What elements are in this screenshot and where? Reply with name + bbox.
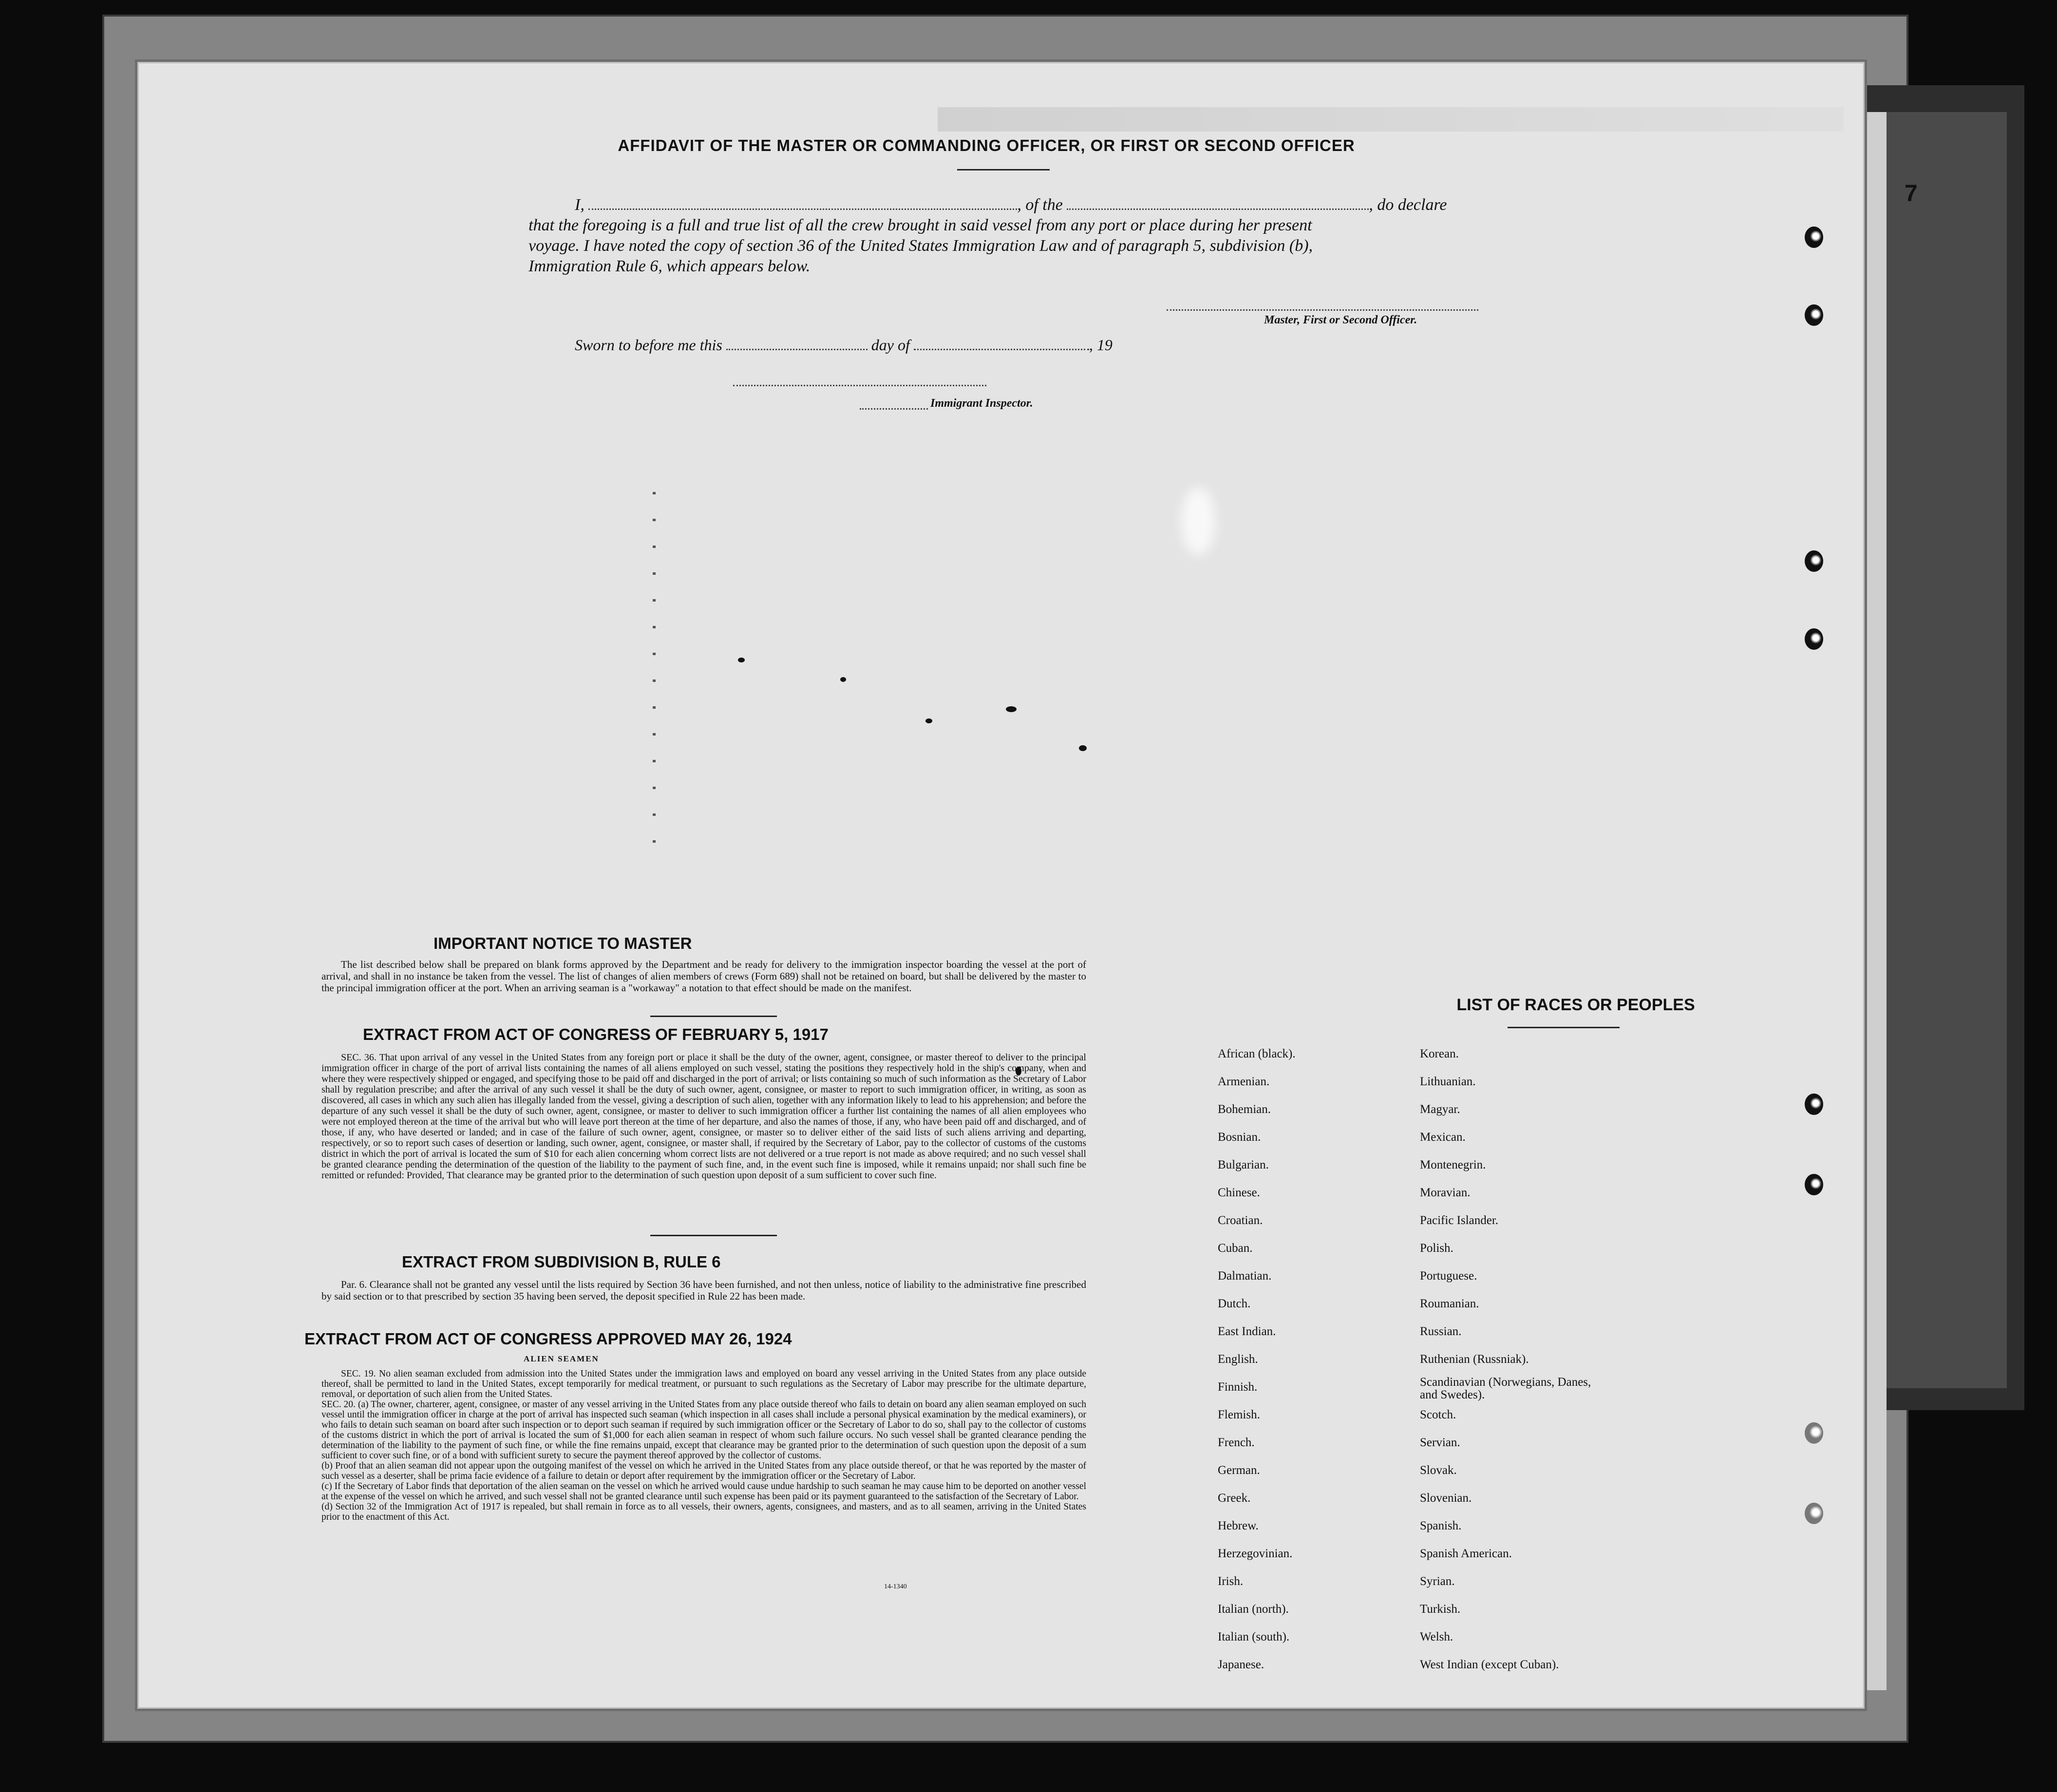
race-item: Scandinavian (Norwegians, Danes, and Swedes). [1420, 1376, 1591, 1401]
sworn-prefix: Sworn to before me this [575, 336, 722, 354]
sworn-year: , 19 [1089, 336, 1113, 354]
race-item: Moravian. [1420, 1186, 1471, 1199]
binding-hole [1805, 1422, 1823, 1444]
extract1-title: EXTRACT FROM ACT OF CONGRESS OF FEBRUARY 5, 1917 [363, 1025, 829, 1043]
vessel-blank[interactable] [1067, 196, 1369, 210]
races-left-column [1218, 1040, 1296, 1679]
race-item: Turkish. [1420, 1603, 1461, 1616]
race-item: Finnish. [1218, 1380, 1258, 1394]
race-item: Armenian. [1218, 1075, 1270, 1088]
race-item: Scotch. [1420, 1408, 1456, 1421]
race-item: Portuguese. [1420, 1269, 1477, 1283]
notice-title: IMPORTANT NOTICE TO MASTER [434, 934, 692, 952]
binding-hole [1805, 304, 1823, 326]
race-item: Bulgarian. [1218, 1158, 1269, 1171]
race-item: Chinese. [1218, 1186, 1260, 1199]
race-item: Lithuanian. [1420, 1075, 1476, 1088]
race-item: Roumanian. [1420, 1297, 1479, 1310]
race-item: African (black). [1218, 1047, 1296, 1060]
races-right-column [1420, 1040, 1595, 1679]
race-item: Syrian. [1420, 1575, 1455, 1588]
binding-hole [1805, 1174, 1823, 1195]
divider [650, 1016, 777, 1017]
affidavit-line-2: that the foregoing is a full and true list of all the crew brought in said vessel from any port or place during her present [528, 216, 1312, 234]
race-item: French. [1218, 1436, 1255, 1449]
notice-body: The list described below shall be prepared on blank forms approved by the Department and be ready for delivery to the immigration inspector boarding the vessel at the port of arrival, and shall in no instance be taken from the vessel. The list of changes of alien members of crews (Form 689) shall not be retained on board, but shall be delivered by the master to the principal immigration officer at the port. When an arriving seaman is a "workaway" a notation to that effect should be made on the manifest. [321, 959, 1086, 994]
affidavit-of-the: , of the [1017, 196, 1063, 214]
paper-edge [1866, 112, 1887, 1690]
race-item: Pacific Islander. [1420, 1214, 1499, 1227]
speck [925, 718, 932, 723]
binding-hole [1805, 550, 1823, 572]
sworn-line [575, 336, 1113, 354]
signature-label: Master, First or Second Officer. [1264, 314, 1417, 326]
race-item: Slovenian. [1420, 1491, 1472, 1505]
race-item: Dalmatian. [1218, 1269, 1272, 1283]
race-item: Flemish. [1218, 1408, 1260, 1421]
race-item: German. [1218, 1464, 1260, 1477]
inspector-label: Immigrant Inspector. [930, 397, 1033, 410]
race-item: East Indian. [1218, 1325, 1276, 1338]
race-item: Japanese. [1218, 1658, 1264, 1671]
tick-marks [653, 492, 656, 852]
paper-stain [1181, 487, 1215, 555]
race-item: Polish. [1420, 1242, 1453, 1255]
extract2-title: EXTRACT FROM SUBDIVISION B, RULE 6 [402, 1253, 721, 1271]
race-item: Italian (north). [1218, 1603, 1289, 1616]
under-sheet-inner [1885, 112, 2007, 1388]
affidavit-i: I, [575, 196, 585, 214]
affidavit-title: AFFIDAVIT OF THE MASTER OR COMMANDING OFFICER, OR FIRST OR SECOND OFFICER [618, 136, 1355, 154]
extract1-body: SEC. 36. That upon arrival of any vessel in the United States from any foreign port or place it shall be the duty of the owner, agent, consignee, or master thereof to deliver to the principal immigration officer in charge of the port of arrival lists containing the names of all aliens employed on such vessel, stating the positions they respectively hold in the ship's company, when and where they were respectively shipped or engaged, and specifying those to be paid off and discharged in the port of arrival; or lists containing so much of such information as the Secretary of Labor shall by regulation prescribe; and after the arrival of any such vessel it shall be the duty of such owner, agent, consignee, or master to report to such immigration officer, in writing, as soon as discovered, all cases in which any such alien has illegally landed from the vessel, giving a description of such alien, together with any information likely to lead to his apprehension; and before the departure of any such vessel it shall be the duty of such owner, agent, consignee, or master to deliver to such immigration officer a further list containing the names of all alien employees who were not employed thereon at the time of the arrival but who will leave port thereon at the time of her departure, and also the names of those, if any, who have been paid off and discharged, and of those, if any, who have deserted or landed; and in case of the failure of such owner, agent, consignee, or master so to deliver either of the said lists of such aliens arriving and departing, respectively, or so to report such cases of desertion or landing, such owner, agent, consignee, or master shall, if required by the Secretary of Labor, pay to the collector of customs of the customs district in which the port of arrival is located the sum of $10 for each alien concerning whom correct lists are not delivered or a true report is not made as above required; and no such vessel shall be granted clearance pending the determination of the question of the liability to the payment of such fine, and, in the event such fine is imposed, while it remains unpaid; nor shall such fine be remitted or refunded: Provided, That clearance may be granted prior to the determination of such question upon deposit of a sum sufficient to cover such fine. [321, 1052, 1086, 1181]
race-item: Slovak. [1420, 1464, 1457, 1477]
binding-hole [1805, 1094, 1823, 1115]
binding-hole [1805, 1503, 1823, 1524]
race-item: Italian (south). [1218, 1630, 1290, 1643]
race-item: Ruthenian (Russniak). [1420, 1353, 1529, 1366]
speck [1079, 745, 1087, 751]
speck [840, 677, 846, 682]
inspector-signature-line[interactable] [733, 385, 986, 386]
extract3-title: EXTRACT FROM ACT OF CONGRESS APPROVED MAY 26, 1924 [304, 1330, 792, 1348]
sworn-day-blank[interactable] [726, 336, 868, 350]
extract3-body: SEC. 19. No alien seaman excluded from admission into the United States under the immigration laws and employed on board any vessel arriving in the United States from any place outside thereof, shall be permitted to land in the United States, except temporarily for medical treatment, or pursuant to such regulations as the Secretary of Labor may prescribe for the ultimate departure, removal, or deportation of such alien from the United States. SEC. 20. (a) The owner, charterer, agent, consignee, or master of any vessel arriving in the United States from any place outside thereof who fails to detain on board any alien seaman employed on such vessel until the immigration officer in charge at the port of arrival has inspected such seaman (which inspection in all cases shall include a personal physical examination by the medical examiners), or who fails to detain such seaman on board after such inspection or to deport such seaman if required by such immigration officer or the Secretary of Labor to do so, shall pay to the collector of customs of the customs district in which the port of arrival is located the sum of $1,000 for each alien seaman in respect of whom such failure occurs. No such vessel shall be granted clearance pending the determination of the liability to the payment of such fine, or while the fine remains unpaid, except that clearance may be granted prior to the determination of such question upon the deposit of a sum sufficient to cover such fine, or of a bond with sufficient surety to secure the payment thereof approved by the collector of customs. (b) Proof that an alien seaman did not appear upon the outgoing manifest of the vessel on which he arrived in the United States from any place outside thereof, or that he was reported by the master of such vessel as a deserter, shall be prima facie evidence of a failure to detain or deport after requirement by the immigration officer or the Secretary of Labor. (c) If the Secretary of Labor finds that deportation of the alien seaman on the vessel on which he arrived would cause undue hardship to such seaman he may cause him to be deported on another vessel at the expense of the vessel on which he arrived, and such vessel shall not be granted clearance until such expense has been paid or its payment guaranteed to the satisfaction of the Secretary of Labor. (d) Section 32 of the Immigration Act of 1917 is repealed, but shall remain in force as to all vessels, their owners, agents, consignees, and masters, and as to all seamen, arriving in the United States prior to the enactment of this Act. [321, 1369, 1086, 1522]
race-item: Bohemian. [1218, 1103, 1271, 1116]
affidavit-line-4: Immigration Rule 6, which appears below. [528, 257, 811, 275]
race-item: Dutch. [1218, 1297, 1251, 1310]
race-item: Bosnian. [1218, 1131, 1261, 1144]
extract3-subtitle: ALIEN SEAMEN [524, 1354, 599, 1363]
extract2-body: Par. 6. Clearance shall not be granted any vessel until the lists required by Section 36 have been furnished, and not then unless, notice of liability to the administrative fine prescribed by said section or to that prescribed by section 35 having been served, the deposit specified in Rule 22 has been made. [321, 1279, 1086, 1302]
sworn-month-blank[interactable] [914, 336, 1089, 350]
race-item: Hebrew. [1218, 1519, 1259, 1532]
affidavit-line-3: voyage. I have noted the copy of section 36 of the United States Immigration Law and of paragraph 5, subdivision (b), [528, 237, 1313, 255]
affidavit-declare: , do declare [1369, 196, 1447, 214]
divider [957, 169, 1050, 170]
race-item: Magyar. [1420, 1103, 1460, 1116]
affidavit-line-1 [575, 196, 1447, 214]
document-page [139, 63, 1918, 1707]
race-item: Croatian. [1218, 1214, 1263, 1227]
race-item: Spanish. [1420, 1519, 1462, 1532]
divider [1508, 1027, 1620, 1028]
page-number: 7 [1905, 181, 1918, 207]
races-title: LIST OF RACES OR PEOPLES [1456, 996, 1695, 1014]
race-item: Greek. [1218, 1491, 1251, 1505]
bleed-through-text [938, 107, 1844, 132]
race-item: Mexican. [1420, 1131, 1466, 1144]
speck [738, 658, 745, 662]
race-item: Welsh. [1420, 1630, 1453, 1643]
form-number: 14-1340 [884, 1583, 907, 1590]
race-item: Montenegrin. [1420, 1158, 1486, 1171]
race-item: Russian. [1420, 1325, 1462, 1338]
race-item: West Indian (except Cuban). [1420, 1658, 1559, 1671]
binding-hole [1805, 226, 1823, 248]
race-item: English. [1218, 1353, 1258, 1366]
race-item: Spanish American. [1420, 1547, 1512, 1560]
signature-line[interactable] [1167, 309, 1478, 311]
name-blank[interactable] [588, 196, 1017, 210]
race-item: Herzegovinian. [1218, 1547, 1293, 1560]
race-item: Irish. [1218, 1575, 1244, 1588]
race-item: Servian. [1420, 1436, 1460, 1449]
race-item: Korean. [1420, 1047, 1459, 1060]
sworn-day-of: day of [871, 336, 910, 354]
divider [650, 1235, 777, 1236]
binding-hole [1805, 628, 1823, 650]
race-item: Cuban. [1218, 1242, 1253, 1255]
inspector-dots [860, 408, 928, 410]
speck [1006, 706, 1017, 712]
